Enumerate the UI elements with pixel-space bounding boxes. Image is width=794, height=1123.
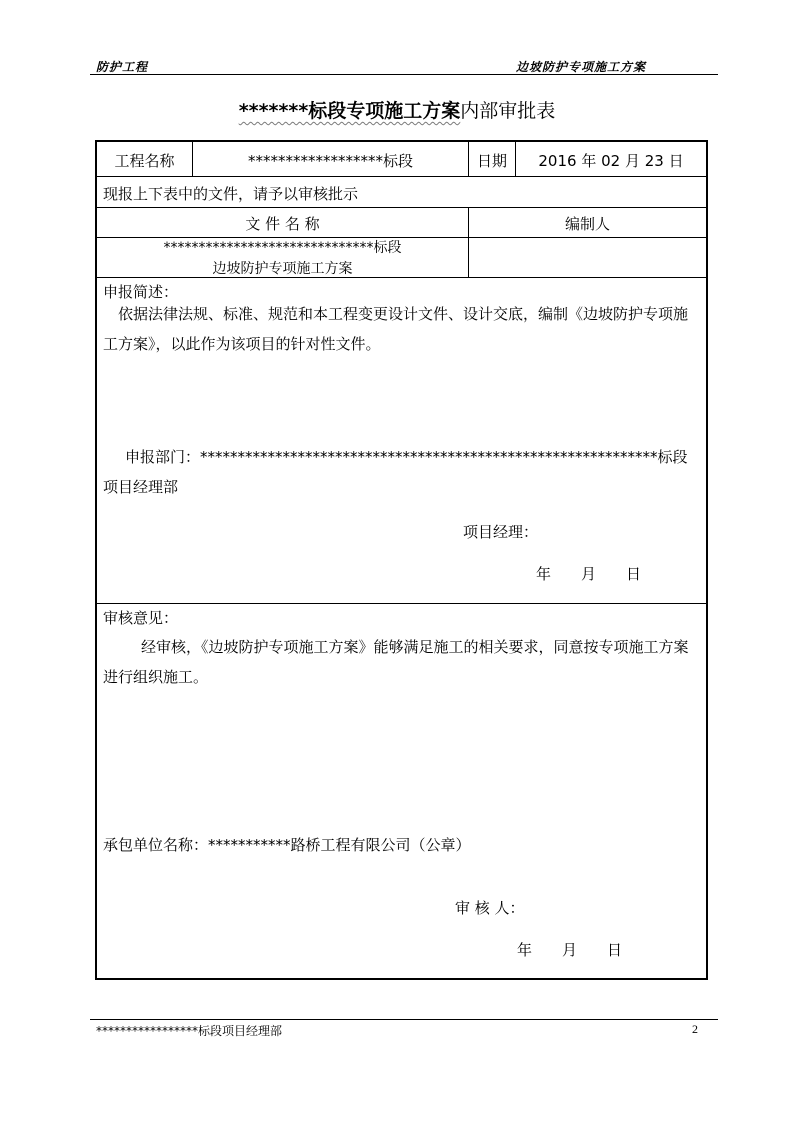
reviewer-label: 审 核 人： [455,899,525,917]
report-department [103,442,701,502]
row-divider [97,207,706,208]
header-left: 防护工程 [96,60,149,74]
file-name-line2: 边坡防护专项施工方案 [212,261,353,277]
file-name-line1: ******************************标段 [163,240,402,256]
title-main: *******标段专项施工方案 [238,100,461,122]
contractor-label: 承包单位名称： [103,836,209,854]
contractor-name [103,834,471,855]
footer-left: *****************标段项目经理部 [96,1024,283,1038]
row-divider [97,176,706,177]
title-suffix: 内部审批表 [460,100,556,122]
report-summary-text: 依据法律法规、标准、规范和本工程变更设计文件、设计交底，编制《边坡防护专项施工方案》，以此作为该项目的针对性文件。 [103,305,689,353]
report-date-placeholder: 年 月 日 [536,565,642,583]
review-date-placeholder: 年 月 日 [517,941,623,959]
project-manager-label: 项目经理： [463,523,539,541]
instruction-text: 现报上下表中的文件，请予以审核批示 [103,185,359,203]
footer-divider [90,1019,718,1020]
date-label: 日期 [476,152,507,170]
page-number: 2 [692,1022,698,1036]
report-summary-label: 申报简述： [103,283,179,301]
header-right: 边坡防护专项施工方案 [516,60,647,74]
row-divider [97,603,706,604]
report-dept-value: *************************************************************标段项目经理部 [103,448,688,496]
review-opinion-text: 经审核，《边坡防护专项施工方案》能够满足施工的相关要求，同意按专项施工方案进行组织施工。 [103,638,689,686]
project-name-label: 工程名称 [114,152,175,170]
header-divider [90,74,718,75]
review-opinion-label: 审核意见： [103,609,179,627]
file-name-header: 文 件 名 称 [245,215,320,233]
contractor-value: ***********路桥工程有限公司（公章） [208,836,471,854]
approval-table [95,140,708,980]
date-value: 2016 年 02 月 23 日 [538,152,684,170]
report-dept-label: 申报部门： [125,448,201,466]
project-name-value: ******************标段 [247,152,413,170]
editor-header: 编制人 [564,215,610,233]
document-title [0,96,794,123]
